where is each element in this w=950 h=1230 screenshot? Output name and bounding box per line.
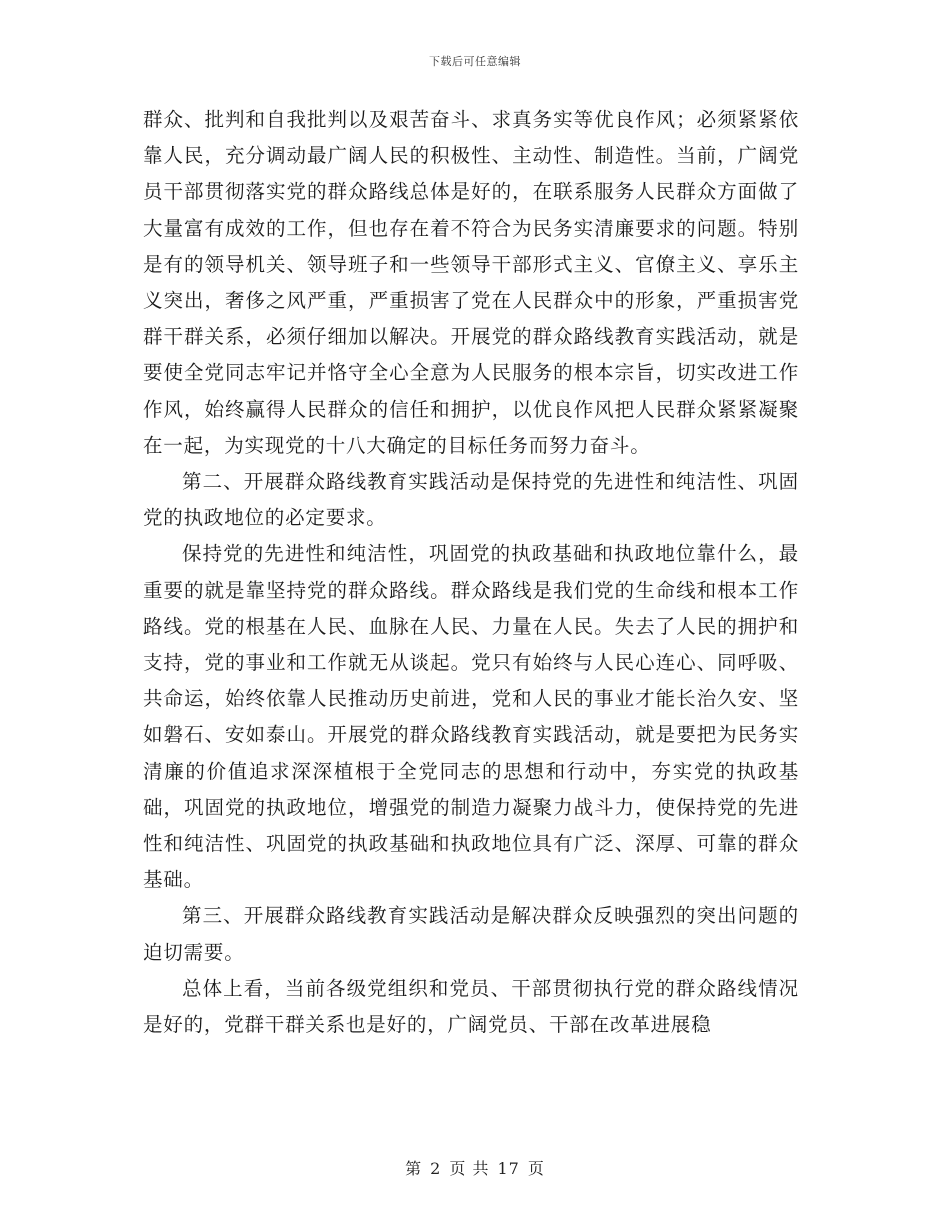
page-header: 下载后可任意编辑 bbox=[429, 55, 521, 68]
page-footer bbox=[0, 1156, 950, 1179]
paragraph-1: 群众、批判和自我批判以及艰苦奋斗、求真务实等优良作风；必须紧紧依靠人民，充分调动最广阔人民的积极性、主动性、制造性。当前，广阔党员干部贯彻落实党的群众路线总体是好的，在联系服务人民群众方面做了大量富有成效的工作，但也存在着不符合为民务实清廉要求的问题。特别是有的领导机关、领导班子和一些领导干部形式主义、官僚主义、享乐主义突出，奢侈之风严重，严重损害了党在人民群众中的形象，严重损害党群干群关系，必须仔细加以解决。开展党的群众路线教育实践活动，就是要使全党同志牢记并恪守全心全意为人民服务的根本宗旨，切实改进工作作风，始终赢得人民群众的信任和拥护，以优良作风把人民群众紧紧凝聚在一起，为实现党的十八大确定的目标任务而努力奋斗。 bbox=[143, 108, 799, 457]
paragraph-2-heading: 第二、开展群众路线教育实践活动是保持党的先进性和纯洁性、巩固党的执政地位的必定要求。 bbox=[143, 470, 799, 530]
paragraph-3: 保持党的先进性和纯洁性，巩固党的执政基础和执政地位靠什么，最重要的就是靠坚持党的群众路线。群众路线是我们党的生命线和根本工作路线。党的根基在人民、血脉在人民、力量在人民。失去了人民的拥护和支持，党的事业和工作就无从谈起。党只有始终与人民心连心、同呼吸、共命运，始终依靠人民推动历史前进，党和人民的事业才能长治久安、坚如磐石、安如泰山。开展党的群众路线教育实践活动，就是要把为民务实清廉的价值追求深深植根于全党同志的思想和行动中，夯实党的执政基础，巩固党的执政地位，增强党的制造力凝聚力战斗力，使保持党的先进性和纯洁性、巩固党的执政基础和执政地位具有广泛、深厚、可靠的群众基础。 bbox=[143, 542, 799, 892]
paragraph-5: 总体上看，当前各级党组织和党员、干部贯彻执行党的群众路线情况是好的，党群干群关系也是好的，广阔党员、干部在改革进展稳 bbox=[143, 976, 799, 1037]
footer-middle: 页 共 bbox=[449, 1159, 490, 1178]
footer-prefix: 第 bbox=[405, 1159, 423, 1178]
footer-current-page: 2 bbox=[430, 1159, 442, 1178]
footer-total-pages: 17 bbox=[497, 1159, 520, 1178]
document-body bbox=[143, 102, 799, 1043]
footer-suffix: 页 bbox=[527, 1159, 545, 1178]
paragraph-4-heading: 第三、开展群众路线教育实践活动是解决群众反映强烈的突出问题的迫切需要。 bbox=[143, 904, 799, 964]
